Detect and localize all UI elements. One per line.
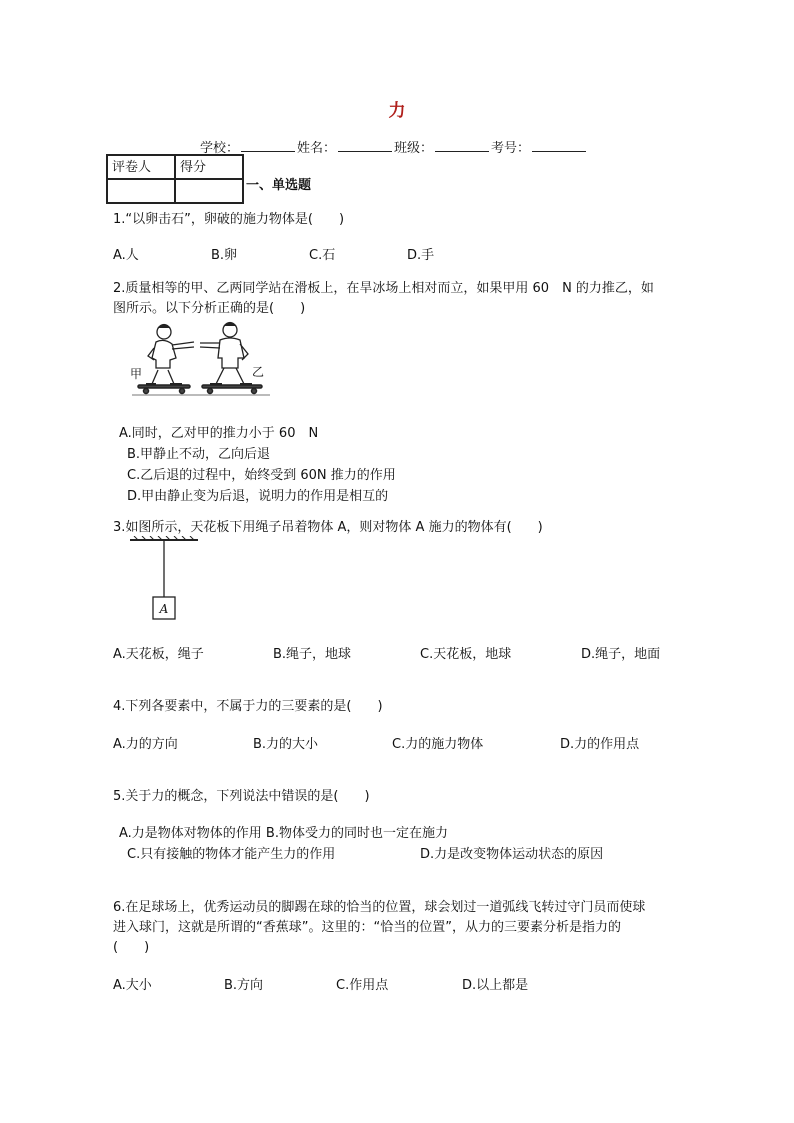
label-yi: 乙 (252, 365, 265, 379)
score-table (106, 154, 244, 204)
class-blank (435, 139, 489, 152)
q6-option-c: C.作用点 (336, 978, 389, 993)
question-2-stem-line2: 图所示。以下分析正确的是( ) (113, 301, 306, 316)
question-2-stem-line1: 2.质量相等的甲、乙两同学站在滑板上，在旱冰场上相对而立，如果甲用 60 N 的力推乙，如 (113, 281, 654, 296)
skateboard-yi (202, 385, 262, 394)
question-6-stem-line1: 6.在足球场上，优秀运动员的脚踢在球的恰当的位置，球会划过一道弧线飞转过守门员而使球 (113, 900, 646, 915)
q2-option-b: B.甲静止不动，乙向后退 (127, 447, 271, 462)
q1-option-c: C.石 (309, 248, 336, 263)
question-3-stem: 3.如图所示，天花板下用绳子吊着物体 A，则对物体 A 施力的物体有( ) (113, 520, 543, 535)
question-5-stem: 5.关于力的概念，下列说法中错误的是( ) (113, 789, 370, 804)
q5-option-ab: A.力是物体对物体的作用 B.物体受力的同时也一定在施力 (119, 826, 448, 841)
q6-option-a: A.大小 (113, 978, 152, 993)
q3-option-c: C.天花板，地球 (420, 647, 512, 662)
grader-header: 评卷人 (107, 155, 175, 179)
class-label: 班级： (394, 141, 434, 156)
q3-option-d: D.绳子，地面 (581, 647, 661, 662)
q1-option-b: B.卵 (211, 248, 238, 263)
q6-option-b: B.方向 (224, 978, 264, 993)
q4-option-c: C.力的施力物体 (392, 737, 484, 752)
section-title: 一、单选题 (246, 178, 312, 193)
q4-option-a: A.力的方向 (113, 737, 178, 752)
student-info-line (200, 137, 588, 156)
q2-option-a: A.同时，乙对甲的推力小于 60 N (119, 426, 319, 441)
q2-option-c: C.乙后退的过程中，始终受到 60N 推力的作用 (127, 468, 396, 483)
q1-option-a: A.人 (113, 248, 139, 263)
block-a-label: A (159, 602, 169, 616)
name-blank (338, 139, 392, 152)
skateboard-jia (138, 385, 190, 394)
q2-option-d: D.甲由静止变为后退，说明力的作用是相互的 (127, 489, 389, 504)
q1-option-d: D.手 (407, 248, 435, 263)
skaters-figure (128, 318, 272, 398)
score-header: 得分 (175, 155, 243, 179)
question-6-stem-line3: ( ) (113, 940, 150, 955)
score-cell (175, 179, 243, 203)
person-yi-drawing (200, 323, 252, 385)
exam-no-label: 考号： (491, 141, 531, 156)
q6-option-d: D.以上都是 (462, 978, 529, 993)
q5-option-c: C.只有接触的物体才能产生力的作用 (127, 847, 336, 862)
grader-cell (107, 179, 175, 203)
page-title: 力 (388, 101, 406, 121)
q4-option-d: D.力的作用点 (560, 737, 640, 752)
name-label: 姓名： (297, 141, 337, 156)
label-jia: 甲 (130, 367, 143, 381)
question-6-stem-line2: 进入球门，这就是所谓的“香蕉球”。这里的：“恰当的位置”，从力的三要素分析是指力的 (113, 920, 621, 935)
person-jia-drawing (146, 325, 194, 385)
q4-option-b: B.力的大小 (253, 737, 319, 752)
q3-option-a: A.天花板，绳子 (113, 647, 204, 662)
q3-option-b: B.绳子，地球 (273, 647, 352, 662)
q5-option-d: D.力是改变物体运动状态的原因 (420, 847, 604, 862)
school-blank (241, 139, 295, 152)
hanging-block-figure (128, 536, 200, 626)
exam-no-blank (532, 139, 586, 152)
question-4-stem: 4.下列各要素中，不属于力的三要素的是( ) (113, 699, 383, 714)
question-1-stem: 1.“以卵击石”，卵破的施力物体是( ) (113, 212, 345, 227)
school-label: 学校： (200, 141, 240, 156)
